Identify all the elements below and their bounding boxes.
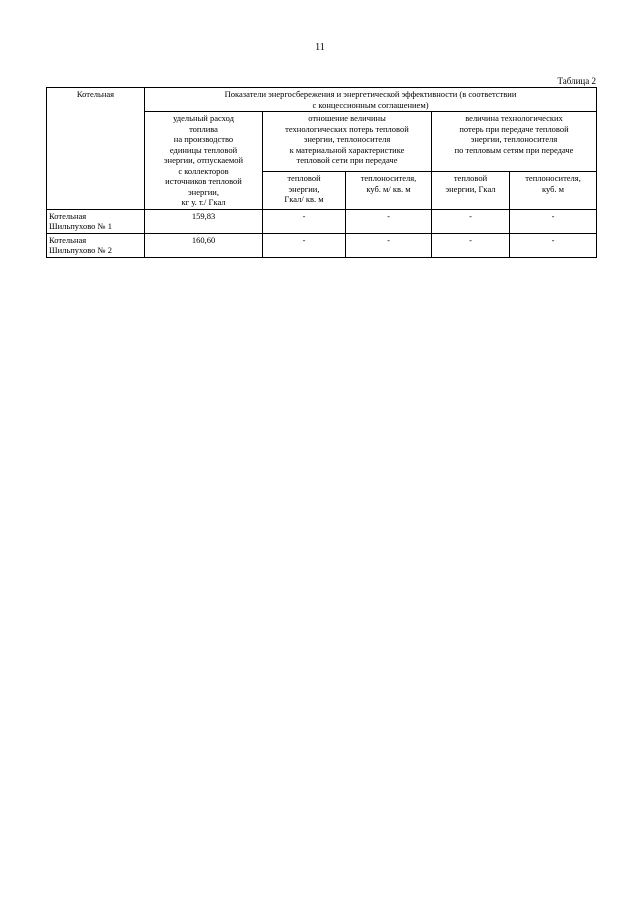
header-ratio-carrier: теплоносителя, куб. м/ кв. м (346, 172, 432, 209)
row-ratio-carrier: - (346, 209, 432, 233)
table-row (47, 233, 597, 257)
table-row (47, 209, 597, 233)
row-losses-carrier: - (510, 209, 597, 233)
header-losses-ratio: отношение величины технологических потерь тепловой энергии, теплоносителя к материальной характеристике тепловой сети при передаче (263, 112, 432, 172)
row-ratio-carrier: - (346, 233, 432, 257)
row-fuel-value: 160,60 (145, 233, 263, 257)
indicators-table (46, 87, 597, 258)
header-losses-carrier: теплоносителя, куб. м (510, 172, 597, 209)
row-ratio-heat: - (263, 209, 346, 233)
page-number: 11 (315, 42, 325, 53)
header-fuel-consumption: удельный расход топлива на производство единицы тепловой энергии, отпускаемой с коллекторов источников тепловой энергии, кг у. т./ Гкал (145, 112, 263, 210)
header-losses-heat: тепловой энергии, Гкал (432, 172, 510, 209)
header-indicators: Показатели энергосбережения и энергетической эффективности (в соответствии с концессионным соглашением) (145, 88, 597, 112)
row-ratio-heat: - (263, 233, 346, 257)
header-boiler: Котельная (47, 88, 145, 210)
table-caption: Таблица 2 (557, 76, 596, 86)
header-losses-value: величина технологических потерь при передаче тепловой энергии, теплоносителя по тепловым сетям при передаче (432, 112, 597, 172)
header-row-1 (47, 88, 597, 112)
row-boiler-name: Котельная Шильпухово № 2 (47, 233, 145, 257)
row-losses-heat: - (432, 209, 510, 233)
row-losses-heat: - (432, 233, 510, 257)
header-ratio-heat: тепловой энергии, Гкал/ кв. м (263, 172, 346, 209)
row-fuel-value: 159,83 (145, 209, 263, 233)
row-boiler-name: Котельная Шильпухово № 1 (47, 209, 145, 233)
row-losses-carrier: - (510, 233, 597, 257)
